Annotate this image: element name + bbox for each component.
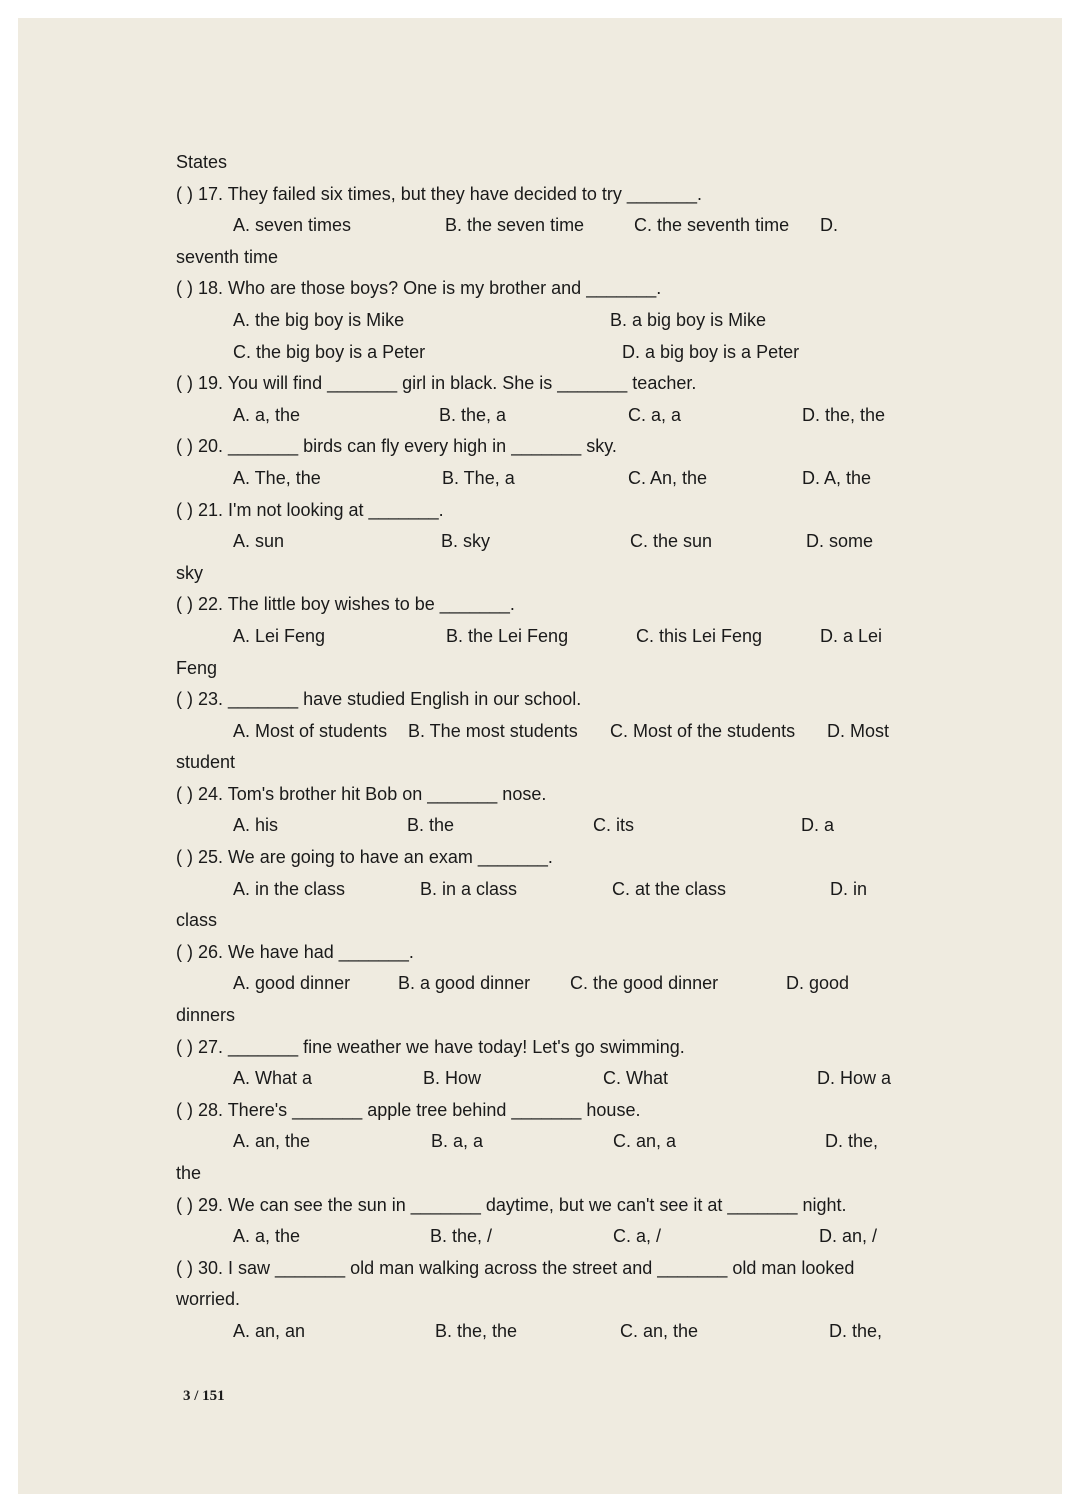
answer-option: A. sun — [233, 531, 285, 552]
answer-option: D. good — [786, 973, 850, 994]
answer-option: A. a, the — [233, 404, 301, 425]
answer-option: C. its — [593, 815, 635, 836]
answer-option: B. How — [423, 1068, 482, 1089]
answer-option: D. — [820, 215, 838, 236]
answer-options — [176, 337, 916, 369]
answer-option: A. a, the — [233, 1226, 301, 1247]
text-line: sky — [176, 562, 203, 583]
exercise-content — [176, 147, 916, 1348]
answer-options — [176, 621, 916, 653]
question-line: ( ) 30. I saw _______ old man walking across the street and _______ old man looked — [176, 1257, 855, 1278]
answer-options — [176, 1316, 916, 1348]
answer-option: C. the seventh time — [634, 215, 790, 236]
answer-option: D. the, — [829, 1320, 883, 1341]
answer-option: C. an, the — [620, 1320, 699, 1341]
answer-option: B. sky — [441, 531, 491, 552]
answer-option: D. Most — [827, 720, 890, 741]
question-line: ( ) 17. They failed six times, but they have decided to try _______. — [176, 183, 702, 204]
question-line: ( ) 26. We have had _______. — [176, 941, 414, 962]
question-line: ( ) 25. We are going to have an exam _______. — [176, 847, 553, 868]
answer-option: A. an, an — [233, 1320, 306, 1341]
answer-option: A. his — [233, 815, 279, 836]
answer-option: B. in a class — [420, 878, 518, 899]
answer-option: C. What — [603, 1068, 669, 1089]
text-line: dinners — [176, 1005, 236, 1026]
answer-option: D. the, — [825, 1131, 879, 1152]
answer-option: A. in the class — [233, 878, 346, 899]
answer-options — [176, 874, 916, 906]
answer-option: D. How a — [817, 1068, 892, 1089]
answer-option: B. the, a — [439, 404, 507, 425]
answer-option: A. What a — [233, 1068, 313, 1089]
answer-option: B. The, a — [442, 467, 515, 488]
answer-option: D. an, / — [819, 1226, 878, 1247]
text-line: Feng — [176, 657, 218, 678]
answer-option: B. the Lei Feng — [446, 625, 569, 646]
answer-option: B. the seven time — [445, 215, 585, 236]
answer-option: A. The, the — [233, 467, 321, 488]
answer-options — [176, 400, 916, 432]
answer-option: C. An, the — [628, 467, 708, 488]
answer-options — [176, 968, 916, 1000]
answer-options — [176, 1221, 916, 1253]
question-line: ( ) 29. We can see the sun in _______ daytime, but we can't see it at _______ night. — [176, 1194, 847, 1215]
answer-options — [176, 1063, 916, 1095]
question-line: ( ) 27. _______ fine weather we have today! Let's go swimming. — [176, 1036, 685, 1057]
answer-option: C. a, a — [628, 404, 682, 425]
answer-option: B. the, the — [435, 1320, 518, 1341]
answer-options — [176, 810, 916, 842]
answer-option: C. at the class — [612, 878, 727, 899]
text-line: worried. — [176, 1289, 241, 1310]
answer-option: C. the good dinner — [570, 973, 719, 994]
answer-option: C. this Lei Feng — [636, 625, 763, 646]
answer-option: D. in — [830, 878, 868, 899]
answer-option: B. a big boy is Mike — [610, 309, 767, 330]
answer-option: C. Most of the students — [610, 720, 796, 741]
text-line: student — [176, 752, 236, 773]
answer-options — [176, 305, 916, 337]
answer-options — [176, 716, 916, 748]
answer-option: D. a Lei — [820, 625, 883, 646]
question-line: ( ) 21. I'm not looking at _______. — [176, 499, 444, 520]
answer-option: D. some — [806, 531, 874, 552]
text-line: States — [176, 152, 228, 172]
answer-option: A. Lei Feng — [233, 625, 326, 646]
document-page — [18, 18, 1062, 1494]
answer-options — [176, 210, 916, 242]
answer-option: B. the, / — [430, 1226, 493, 1247]
text-line: the — [176, 1163, 202, 1183]
answer-option: A. seven times — [233, 215, 352, 236]
answer-option: D. A, the — [802, 467, 872, 488]
answer-options — [176, 526, 916, 558]
question-line: ( ) 19. You will find _______ girl in black. She is _______ teacher. — [176, 373, 697, 394]
answer-option: A. the big boy is Mike — [233, 309, 405, 330]
answer-option: C. the sun — [630, 531, 713, 552]
text-line: class — [176, 910, 218, 931]
answer-option: A. Most of students — [233, 720, 388, 741]
question-line: ( ) 24. Tom's brother hit Bob on _______ nose. — [176, 783, 547, 804]
text-line: seventh time — [176, 246, 279, 267]
question-line: ( ) 22. The little boy wishes to be _______. — [176, 594, 515, 615]
question-line: ( ) 23. _______ have studied English in our school. — [176, 689, 582, 710]
answer-option: D. the, the — [802, 404, 886, 425]
answer-option: C. the big boy is a Peter — [233, 341, 426, 362]
answer-option: D. a big boy is a Peter — [622, 341, 800, 362]
answer-option: D. a — [801, 815, 835, 836]
answer-option: B. the — [407, 815, 455, 836]
page-number: 3 / 151 — [183, 1388, 225, 1404]
answer-option: B. The most students — [408, 720, 578, 741]
question-line: ( ) 18. Who are those boys? One is my brother and _______. — [176, 278, 662, 299]
answer-options — [176, 463, 916, 495]
answer-option: A. an, the — [233, 1131, 311, 1152]
question-line: ( ) 28. There's _______ apple tree behind _______ house. — [176, 1099, 641, 1120]
answer-option: B. a good dinner — [398, 973, 531, 994]
question-line: ( ) 20. _______ birds can fly every high in _______ sky. — [176, 436, 617, 457]
answer-options — [176, 1126, 916, 1158]
answer-option: B. a, a — [431, 1131, 484, 1152]
answer-option: C. a, / — [613, 1226, 662, 1247]
answer-option: C. an, a — [613, 1131, 677, 1152]
answer-option: A. good dinner — [233, 973, 351, 994]
